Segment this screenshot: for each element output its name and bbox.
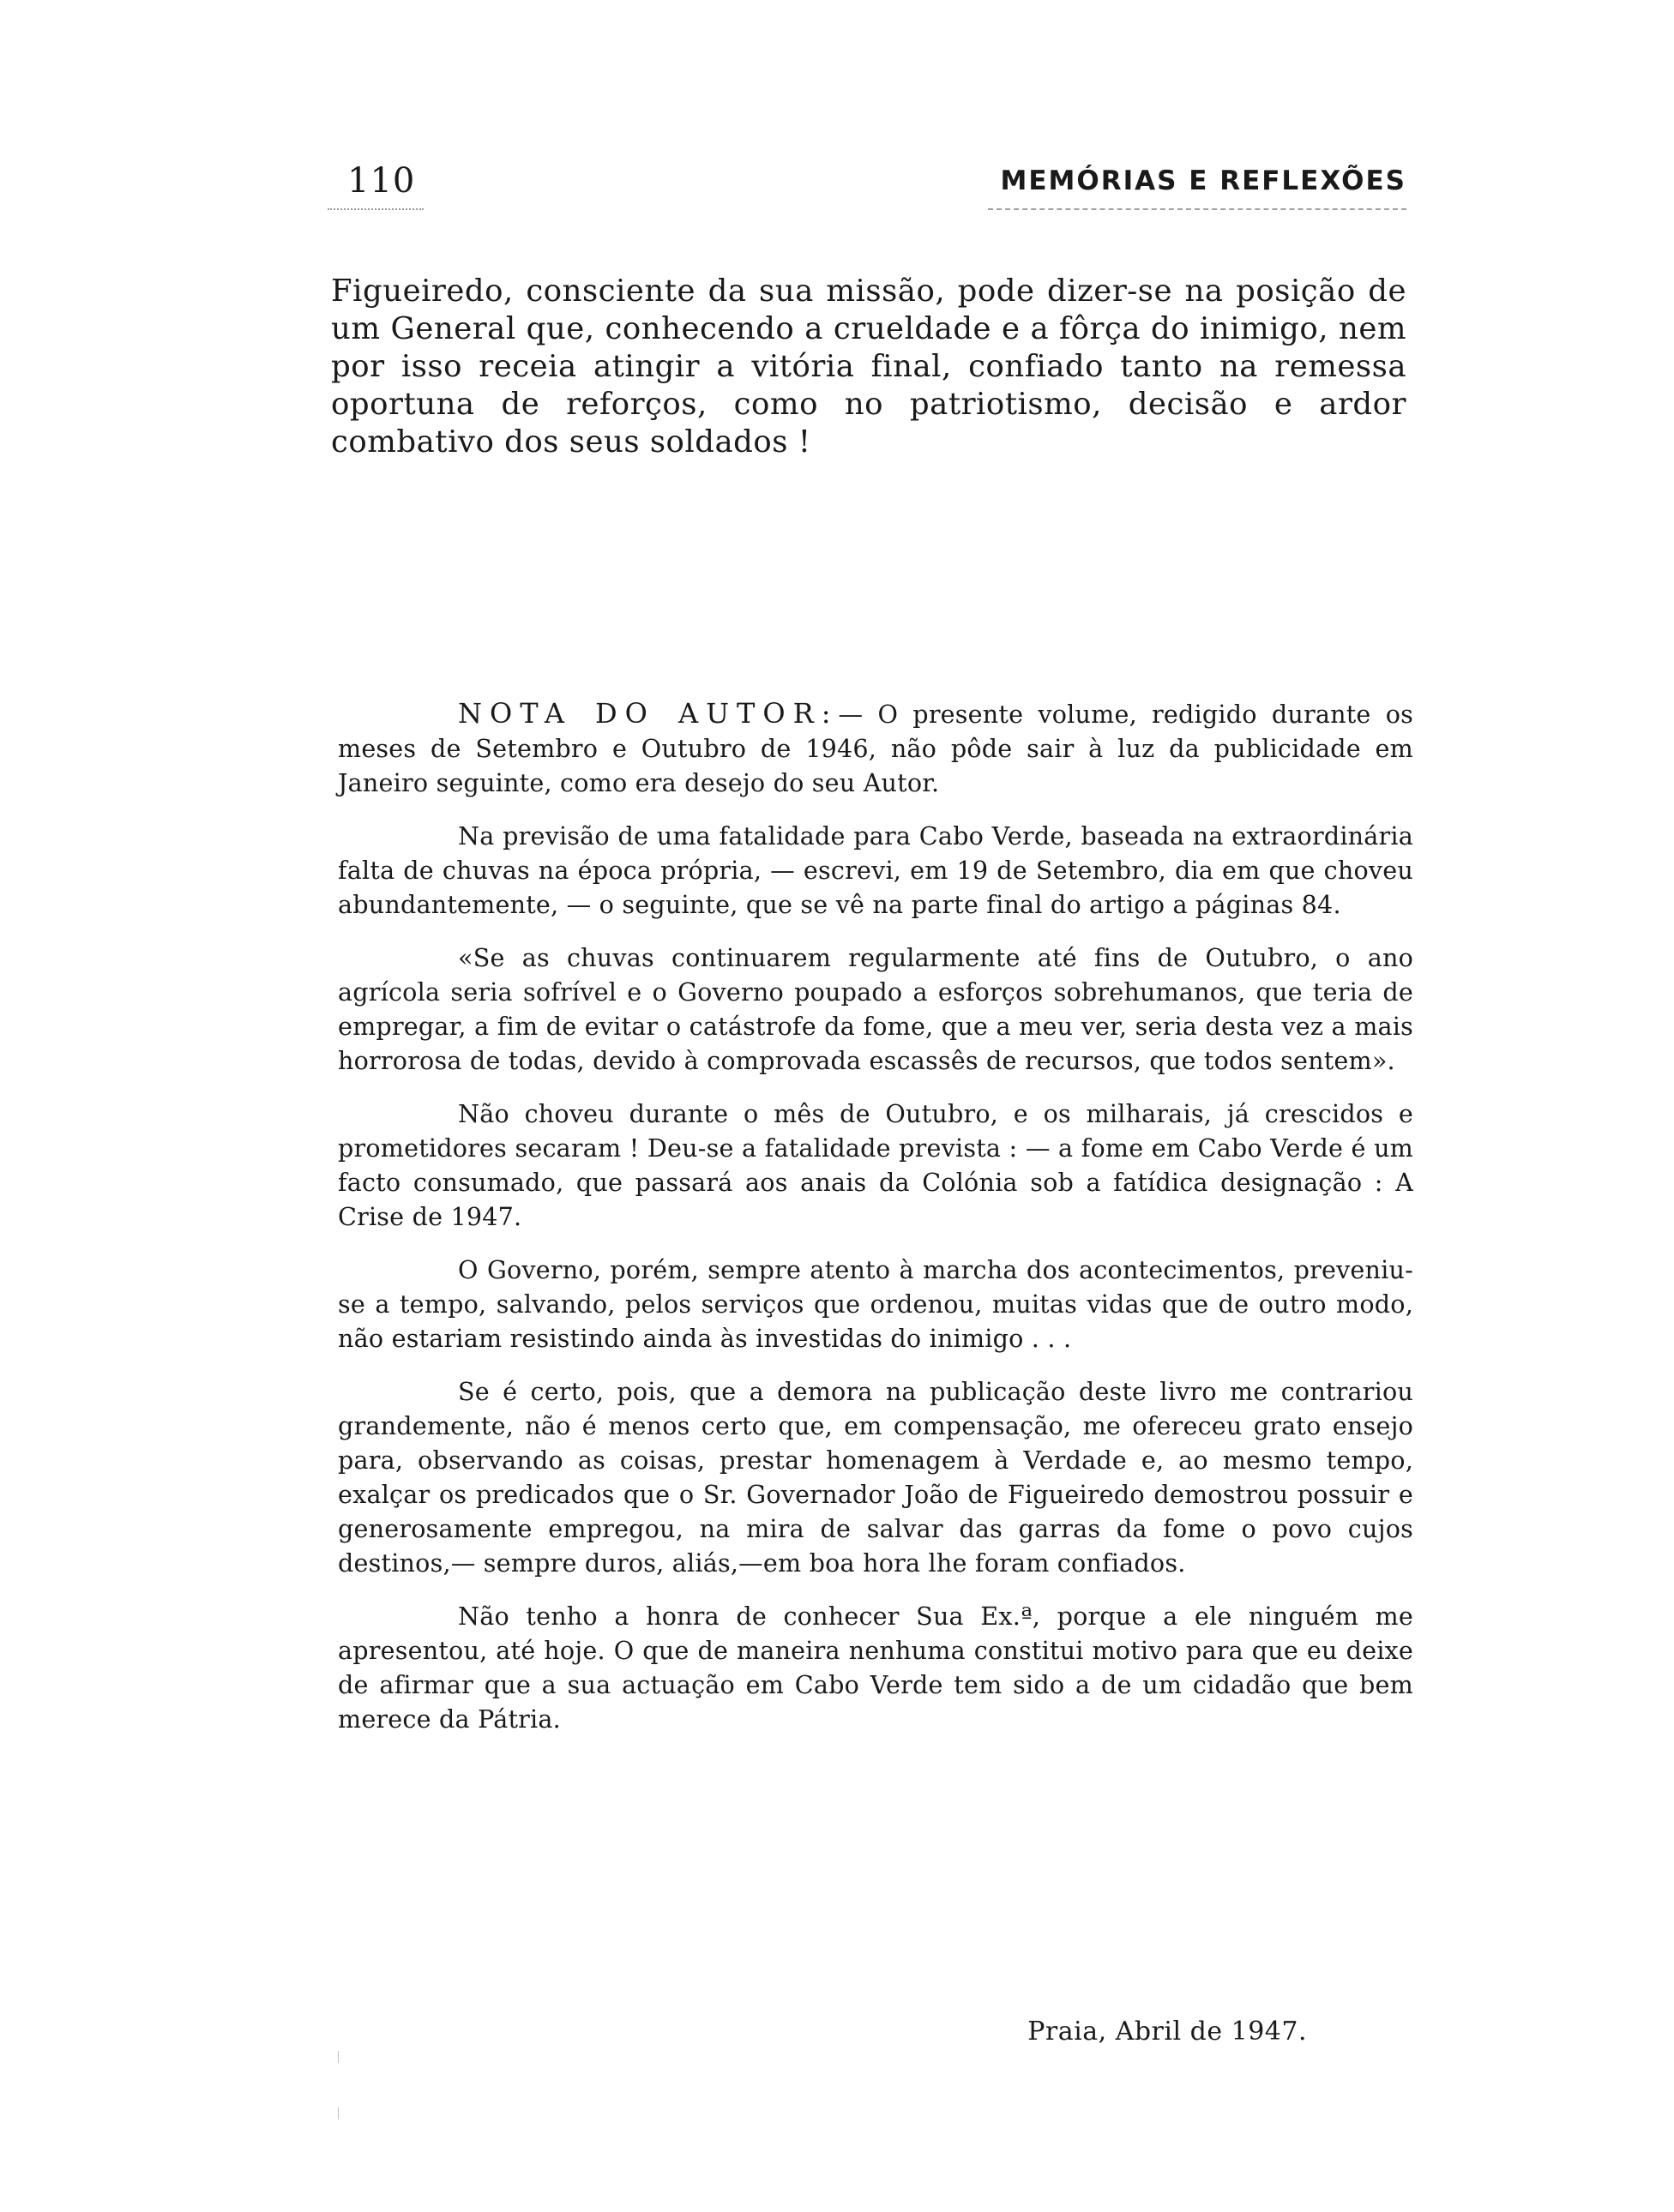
- author-note: [338, 696, 1413, 1755]
- note-paragraph-7: Não tenho a honra de conhecer Sua Ex.ª, porque a ele ninguém me apresentou, até hoje. O que de maneira nenhuma constitui motivo para que eu deixe de afirmar que a sua actuação em Cabo Verde tem sido a de um cidadão que bem merece da Pátria.: [338, 1602, 1413, 1734]
- note-paragraph-1-text: — O presente volume, redigido durante os meses de Setembro e Outubro de 1946, não pôde sair à luz da publicidade em Janeiro seguinte, como era desejo do seu Autor.: [338, 700, 1413, 797]
- running-head: MEMÓRIAS E REFLEXÕES: [1000, 165, 1406, 196]
- signature-line: Praia, Abril de 1947.: [1027, 2017, 1307, 2047]
- note-heading: NOTA DO AUTOR:: [458, 697, 839, 730]
- note-paragraph-3: «Se as chuvas continuarem regularmente até fins de Outubro, o ano agrícola seria sofrível e o Governo poupado a esforços sobrehumanos, que teria de empregar, a fim de evitar o catástrofe da fome, que a meu ver, seria desta vez a mais horrorosa de todas, devido à comprovada escassês de recursos, que todos sentem».: [338, 943, 1413, 1075]
- note-paragraph-1: [338, 696, 1413, 800]
- margin-mark: [338, 2107, 339, 2119]
- page-number-rule: [328, 208, 424, 210]
- note-paragraph-4: Não choveu durante o mês de Outubro, e os milharais, já crescidos e prometidores secaram ! Deu-se a fatalidade prevista : — a fome em Cabo Verde é um facto consumado, que passará aos anais da Colónia sob a fatídica designação : A Crise de 1947.: [338, 1099, 1413, 1231]
- note-paragraph-5: O Governo, porém, sempre atento à marcha dos acontecimentos, preveniu-se a tempo, salvando, pelos serviços que ordenou, muitas vidas que de outro modo, não estariam resistindo ainda às investidas do inimigo . . .: [338, 1255, 1413, 1353]
- note-paragraph-2: Na previsão de uma fatalidade para Cabo Verde, baseada na extraordinária falta de chuvas na época própria, — escrevi, em 19 de Setembro, dia em que choveu abundantemente, — o seguinte, que se vê na parte final do artigo a páginas 84.: [338, 821, 1413, 919]
- note-paragraph-6: Se é certo, pois, que a demora na publicação deste livro me contrariou grandemente, não é menos certo que, em compensação, me ofereceu grato ensejo para, observando as coisas, prestar homenagem à Verdade e, ao mesmo tempo, exalçar os predicados que o Sr. Governador João de Figueiredo demostrou possuir e generosamente empregou, na mira de salvar das garras da fome o povo cujos destinos,— sempre duros, aliás,—em boa hora lhe foram confiados.: [338, 1377, 1413, 1578]
- margin-mark: [338, 2051, 339, 2063]
- page-number: 110: [347, 161, 416, 201]
- opening-paragraph: Figueiredo, consciente da sua missão, pode dizer-se na posição de um General que, conhecendo a crueldade e a fôrça do inimigo, nem por isso receia atingir a vitória final, confiado tanto na remessa oportuna de reforços, como no patriotismo, decisão e ardor combativo dos seus soldados !: [331, 273, 1406, 460]
- running-head-rule: [988, 208, 1406, 210]
